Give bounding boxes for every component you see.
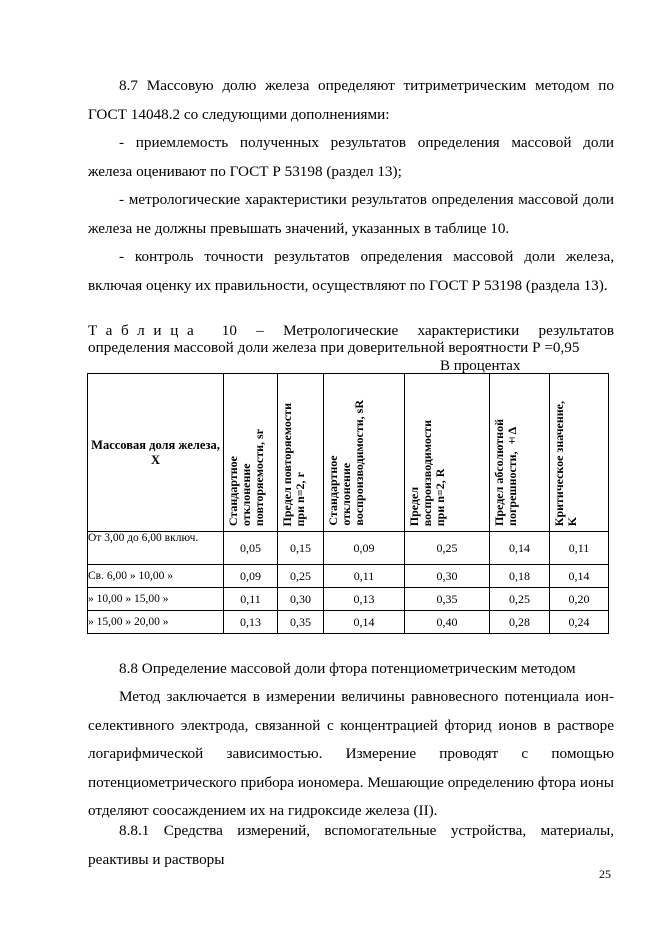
table-cell: 0,05 [224, 532, 278, 565]
table-cell: 0,09 [224, 565, 278, 588]
table-header-row [88, 374, 609, 532]
table-cell: 0,35 [405, 588, 490, 611]
table-cell: 0,11 [224, 588, 278, 611]
table-cell: 0,13 [324, 588, 405, 611]
row-label: Св. 6,00 » 10,00 » [88, 565, 224, 588]
row-label: » 10,00 » 15,00 » [88, 588, 224, 611]
table-caption-text: 10 – Метрологические характеристики результатов определения массовой доли железа при доверительной вероятности Р =0,95 [88, 322, 614, 356]
paragraph-8-8-heading: 8.8 Определение массовой доли фтора потенциометрическим методом [119, 660, 576, 677]
header-critical-value: Критическое значение, K [550, 374, 609, 532]
table-caption-word: Таблица [88, 322, 203, 339]
page-number: 25 [599, 867, 611, 881]
table-caption [88, 322, 614, 356]
paragraph-8-7-intro: 8.7 Массовую долю железа определяют титриметрическим методом по ГОСТ 14048.2 со следующими дополнениями: [88, 77, 614, 123]
table-row [88, 565, 609, 588]
table-cell: 0,11 [550, 532, 609, 565]
table-cell: 0,24 [550, 611, 609, 634]
header-reproducibility-sd: Стандартное отклонение воспроизводимости, sR [324, 374, 405, 532]
row-label: » 15,00 » 20,00 » [88, 611, 224, 634]
table-cell: 0,25 [490, 588, 550, 611]
paragraph-8-7-item-2: - метрологические характеристики результатов определения массовой доли железа не должны превышать значений, указанных в таблице 10. [88, 191, 614, 237]
table-cell: 0,11 [324, 565, 405, 588]
table-units: В процентах [440, 358, 521, 374]
paragraph-8-7-item-1: - приемлемость полученных результатов определения массовой доли железа оценивают по ГОСТ Р 53198 (раздел 13); [88, 134, 614, 180]
table-cell: 0,13 [224, 611, 278, 634]
table-cell: 0,14 [490, 532, 550, 565]
table-row [88, 611, 609, 634]
table-row [88, 588, 609, 611]
header-mass-fraction: Массовая доля железа, X [88, 374, 224, 532]
header-absolute-error-limit: Предел абсолютной погрешности, ±Δ [490, 374, 550, 532]
paragraph-8-8-1: 8.8.1 Средства измерений, вспомогательные устройства, материалы, реактивы и растворы [88, 822, 614, 868]
table-cell: 0,20 [550, 588, 609, 611]
table-cell: 0,40 [405, 611, 490, 634]
row-label: От 3,00 до 6,00 включ. [88, 532, 224, 565]
table-cell: 0,25 [278, 565, 324, 588]
table-cell: 0,35 [278, 611, 324, 634]
header-reproducibility-limit: Предел воспроизводимости при n=2, R [405, 374, 490, 532]
table-cell: 0,30 [405, 565, 490, 588]
table-cell: 0,25 [405, 532, 490, 565]
header-repeatability-limit: Предел повторяемости при n=2, r [278, 374, 324, 532]
paragraph-8-7-item-3: - контроль точности результатов определения массовой доли железа, включая оценку их правильности, осуществляют по ГОСТ Р 53198 (раздела 13). [88, 248, 614, 294]
paragraph-8-8-text: Метод заключается в измерении величины равновесного потенциала ион-селективного электрода, связанной с концентрацией фторид ионов в растворе логарифмической зависимостью. Измерение проводят с помощью потенциометрического прибора иономера. Мешающие определению фтора ионы отделяют соосаждением их на гидроксиде железа (II). [88, 688, 614, 819]
table-cell: 0,28 [490, 611, 550, 634]
header-repeatability-sd: Стандартное отклонение повторяемости, sr [224, 374, 278, 532]
table-cell: 0,09 [324, 532, 405, 565]
table-cell: 0,18 [490, 565, 550, 588]
table-cell: 0,14 [324, 611, 405, 634]
table-cell: 0,14 [550, 565, 609, 588]
metrology-table [87, 373, 609, 634]
table-cell: 0,15 [278, 532, 324, 565]
table-row [88, 532, 609, 565]
table-cell: 0,30 [278, 588, 324, 611]
